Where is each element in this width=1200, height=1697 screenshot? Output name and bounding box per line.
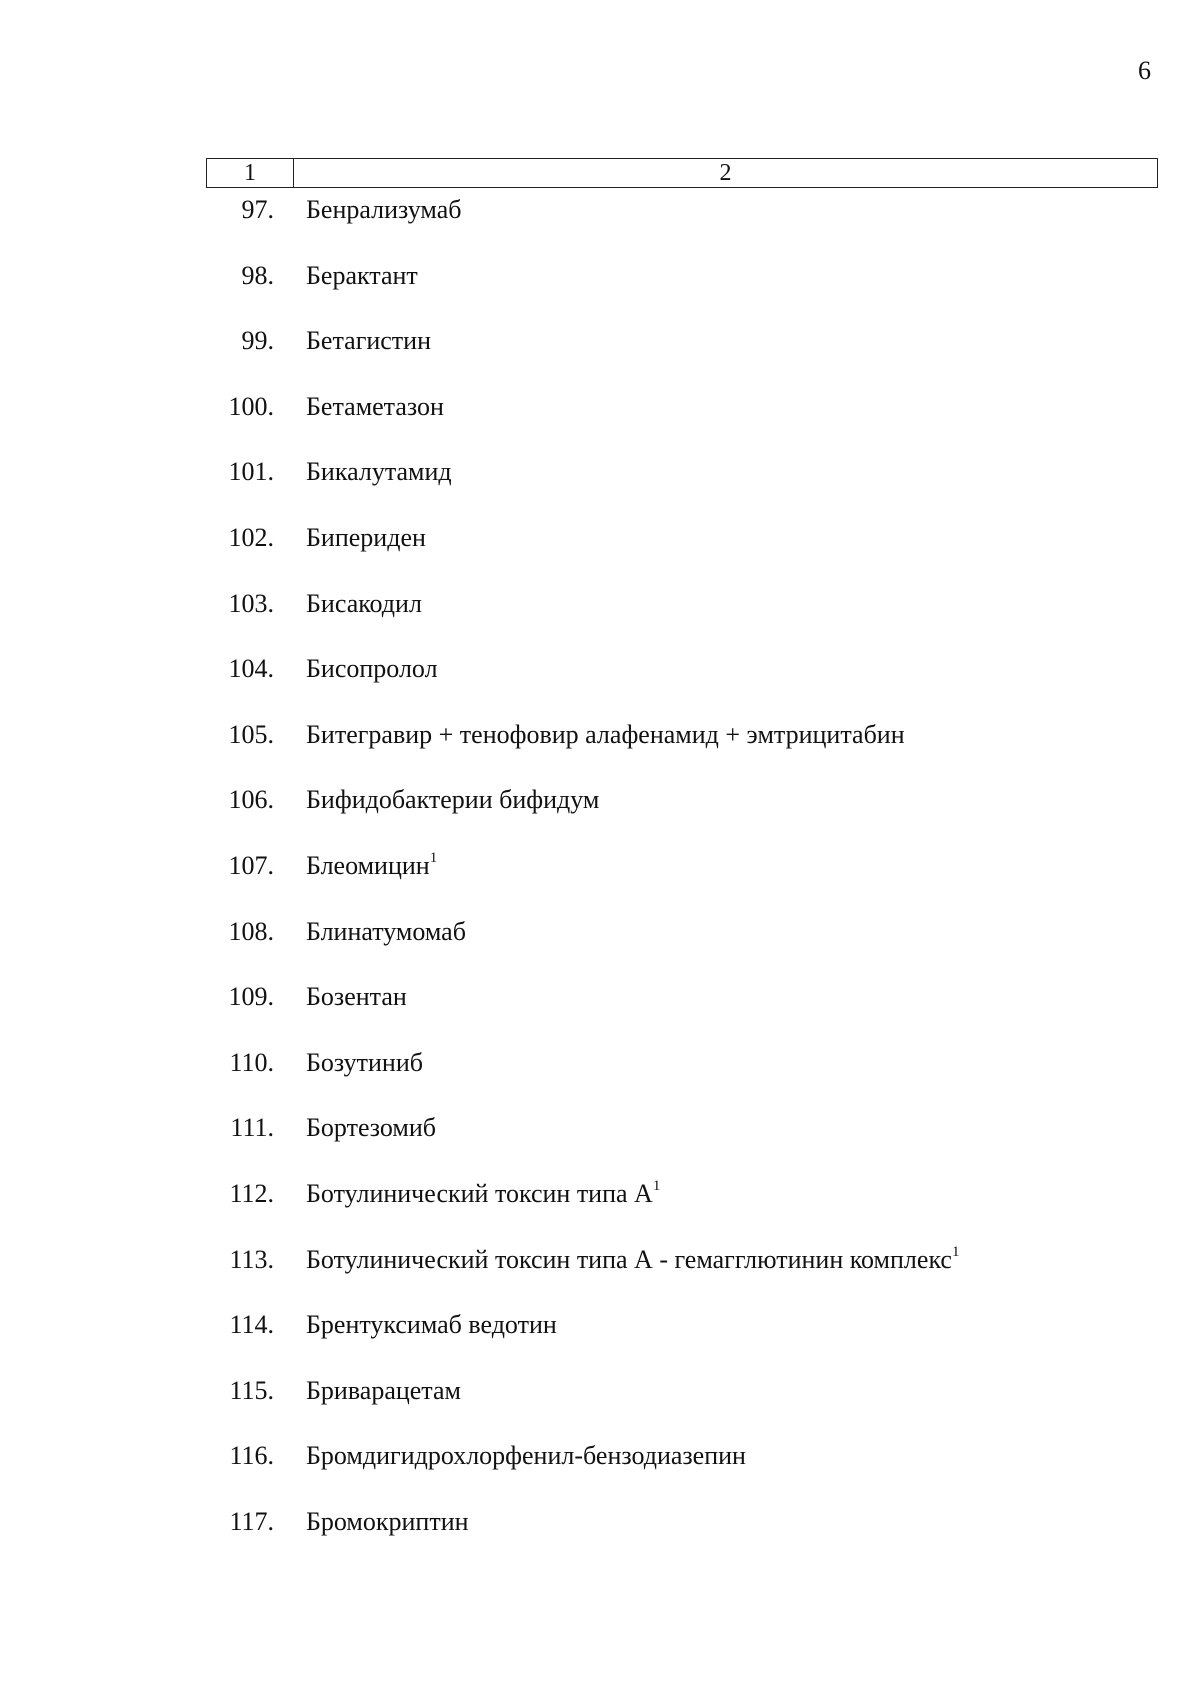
row-number: 106. xyxy=(228,785,274,815)
row-number: 111. xyxy=(230,1113,274,1143)
page-number: 6 xyxy=(1138,56,1151,85)
table-header xyxy=(206,158,1158,188)
drug-name xyxy=(306,1507,469,1537)
table-row xyxy=(206,851,1158,917)
drug-name xyxy=(306,982,407,1012)
table-row xyxy=(206,917,1158,983)
drug-name xyxy=(306,917,466,947)
row-number: 115. xyxy=(229,1375,274,1405)
footnote-marker: 1 xyxy=(652,1177,661,1194)
row-number: 113. xyxy=(229,1244,274,1274)
row-number: 97. xyxy=(241,195,274,224)
row-number: 103. xyxy=(228,588,274,618)
drug-name-text: Бипериден xyxy=(306,522,426,552)
drug-name-text: Бозентан xyxy=(306,982,407,1012)
drug-name xyxy=(306,195,461,225)
drug-name-text: Бенрализумаб xyxy=(306,195,462,224)
drug-name-text: Блинатумомаб xyxy=(306,916,466,946)
drug-name-text: Бетаметазон xyxy=(306,391,444,421)
drug-name-text: Битегравир + тенофовир алафенамид + эмтрицитабин xyxy=(306,719,905,749)
drug-name-text: Блеомицин xyxy=(306,850,430,880)
drug-name-text: Ботулинический токсин типа А - гемагглютинин комплекс xyxy=(306,1244,952,1274)
row-number: 99. xyxy=(241,326,274,356)
table-row xyxy=(206,720,1158,786)
table-row xyxy=(206,523,1158,589)
header-col-1: 1 xyxy=(207,159,294,187)
table-row xyxy=(206,1048,1158,1114)
row-number: 101. xyxy=(228,457,274,487)
row-number: 98. xyxy=(241,260,274,290)
drug-name xyxy=(306,523,426,553)
row-number: 116. xyxy=(229,1441,274,1471)
drug-name xyxy=(306,851,437,881)
row-number: 112. xyxy=(229,1178,274,1208)
table-row xyxy=(206,261,1158,327)
table-row xyxy=(206,457,1158,523)
table-row xyxy=(206,392,1158,458)
footnote-marker: 1 xyxy=(429,849,438,866)
footnote-marker: 1 xyxy=(951,1243,960,1260)
drug-list xyxy=(206,195,1158,1572)
drug-name xyxy=(306,1179,660,1209)
drug-name-text: Ботулинический токсин типа А xyxy=(306,1178,653,1208)
drug-name xyxy=(306,392,444,422)
drug-name xyxy=(306,589,422,619)
drug-name-text: Бисопролол xyxy=(306,654,438,684)
table-row xyxy=(206,1441,1158,1507)
drug-name-text: Бозутиниб xyxy=(306,1047,423,1077)
row-number: 105. xyxy=(228,719,274,749)
row-number: 104. xyxy=(228,654,274,684)
table-row xyxy=(206,654,1158,720)
drug-name xyxy=(306,1113,436,1143)
drug-name-text: Брентуксимаб ведотин xyxy=(306,1310,557,1340)
drug-name xyxy=(306,654,438,684)
drug-name-text: Бортезомиб xyxy=(306,1113,437,1143)
table-row xyxy=(206,1113,1158,1179)
table-row xyxy=(206,785,1158,851)
drug-name-text: Бетагистин xyxy=(306,326,431,356)
drug-name-text: Бисакодил xyxy=(306,588,422,618)
drug-name-text: Бриварацетам xyxy=(306,1375,461,1405)
table-row xyxy=(206,1507,1158,1573)
table-row xyxy=(206,1179,1158,1245)
drug-name-text: Бикалутамид xyxy=(306,457,452,487)
header-col-2: 2 xyxy=(719,160,732,186)
row-number: 100. xyxy=(228,391,274,421)
row-number: 117. xyxy=(229,1506,274,1536)
row-number: 108. xyxy=(228,916,274,946)
table-row xyxy=(206,1245,1158,1311)
row-number: 107. xyxy=(228,850,274,880)
drug-name xyxy=(306,1048,423,1078)
drug-name xyxy=(306,720,905,750)
row-number: 110. xyxy=(229,1047,274,1077)
table-row xyxy=(206,982,1158,1048)
drug-name xyxy=(306,1441,746,1471)
table-row xyxy=(206,326,1158,392)
row-number: 102. xyxy=(228,522,274,552)
drug-name-text: Бифидобактерии бифидум xyxy=(306,785,600,815)
drug-name xyxy=(306,457,452,487)
row-number: 114. xyxy=(229,1310,274,1340)
table-row xyxy=(206,1310,1158,1376)
drug-name-text: Бромокриптин xyxy=(306,1506,469,1536)
drug-name xyxy=(306,1245,959,1275)
drug-name xyxy=(306,326,431,356)
drug-name xyxy=(306,261,418,291)
table-row xyxy=(206,195,1158,261)
row-number: 109. xyxy=(228,982,274,1012)
drug-name-text: Бромдигидрохлорфенил-бензодиазепин xyxy=(306,1441,746,1471)
drug-name xyxy=(306,1310,557,1340)
drug-name-text: Берактант xyxy=(306,260,418,290)
table-row xyxy=(206,589,1158,655)
drug-name xyxy=(306,1376,461,1406)
drug-name xyxy=(306,785,599,815)
table-row xyxy=(206,1376,1158,1442)
